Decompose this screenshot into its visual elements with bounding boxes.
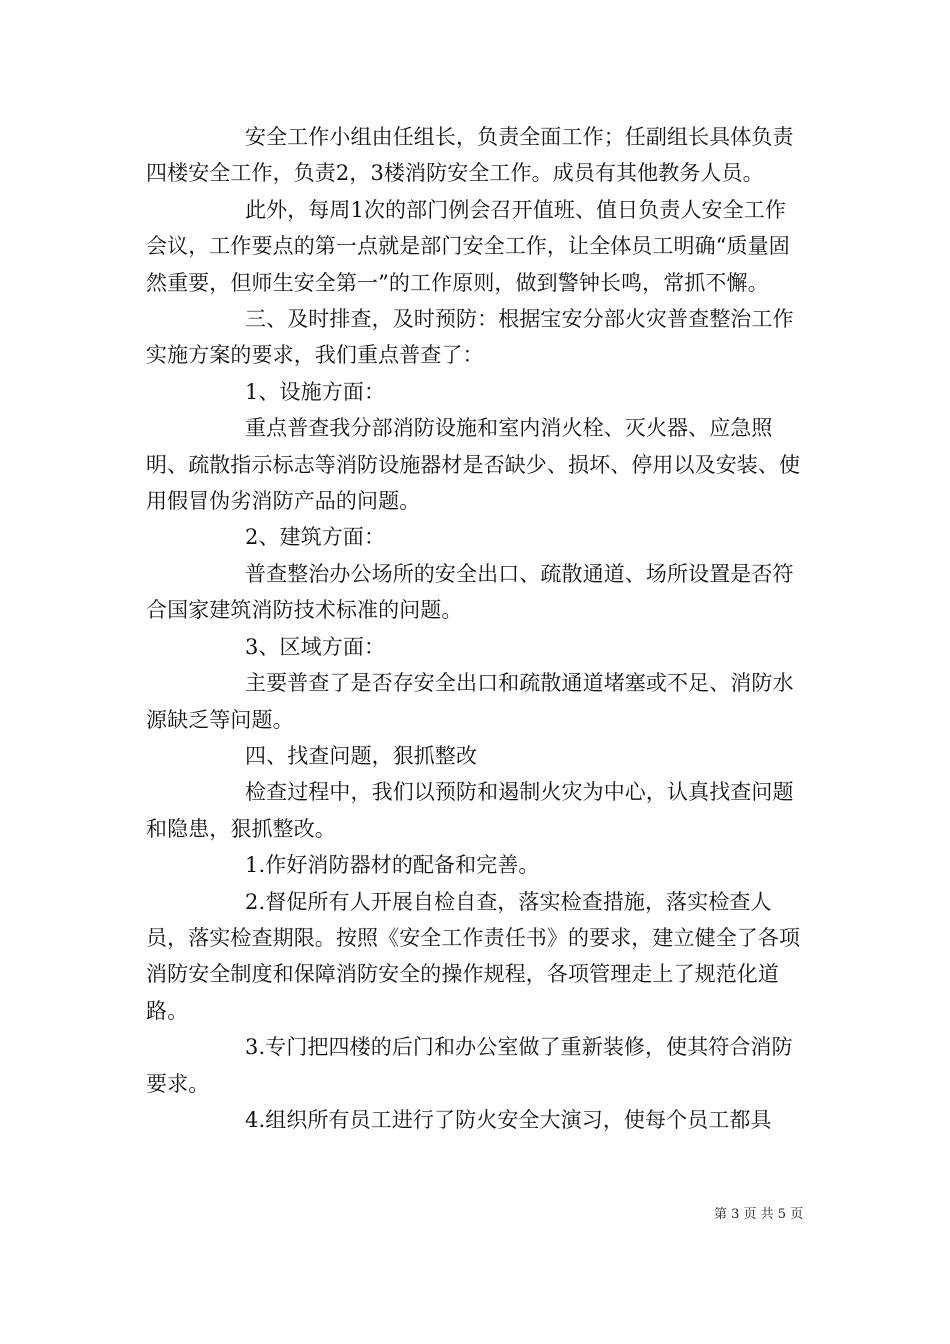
paragraph-inspection-process: 检查过程中，我们以预防和遏制火灾为中心，认真找查问题和隐患，狠抓整改。: [146, 780, 794, 841]
list-item-1: 1.作好消防器材的配备和完善。: [245, 853, 540, 878]
paragraph-buildings: 普查整治办公场所的安全出口、疏散通道、场所设置是否符合国家建筑消防技术标准的问题。: [146, 561, 794, 623]
subheading-areas: 3、区域方面：: [245, 634, 386, 659]
list-item-4: 4.组织所有员工进行了防火安全大演习，使每个员工都具: [245, 1107, 772, 1132]
paragraph-weekly-meeting: 此外，每周1次的部门例会召开值班、值日负责人安全工作会议，工作要点的第一点就是部门安全工作，让全体员工明确“质量固然重要，但师生安全第一”的工作原则，做到警钟长鸣，常抓不懈。: [146, 197, 790, 295]
section-heading-rectification: 四、找查问题，狠抓整改: [245, 743, 478, 768]
list-item-3: 3.专门把四楼的后门和办公室做了重新装修，使其符合消防要求。: [146, 1035, 793, 1096]
document-body: [146, 119, 806, 1138]
paragraph-safety-team: 安全工作小组由任组长，负责全面工作；任副组长具体负责四楼安全工作，负责2，3楼消防安全工作。成员有其他教务人员。: [146, 125, 794, 186]
section-heading-inspection: 三、及时排查，及时预防：根据宝安分部火灾普查整治工作实施方案的要求，我们重点普查了：: [146, 307, 794, 368]
list-item-2: 2.督促所有人开展自检自查，落实检查措施，落实检查人员，落实检查期限。按照《安全工作责任书》的要求，建立健全了各项消防安全制度和保障消防安全的操作规程，各项管理走上了规范化道路。: [146, 889, 801, 1023]
paragraph-areas: 主要普查了是否存安全出口和疏散通道堵塞或不足、消防水源缺乏等问题。: [146, 671, 794, 732]
subheading-buildings: 2、建筑方面：: [245, 525, 386, 550]
paragraph-facilities: 重点普查我分部消防设施和室内消火栓、灭火器、应急照明、疏散指示标志等消防设施器材是否缺少、损坏、停用以及安装、使用假冒伪劣消防产品的问题。: [146, 416, 801, 514]
subheading-facilities: 1、设施方面：: [245, 379, 386, 404]
page-number-footer: 第 3 页 共 5 页: [714, 1207, 804, 1222]
